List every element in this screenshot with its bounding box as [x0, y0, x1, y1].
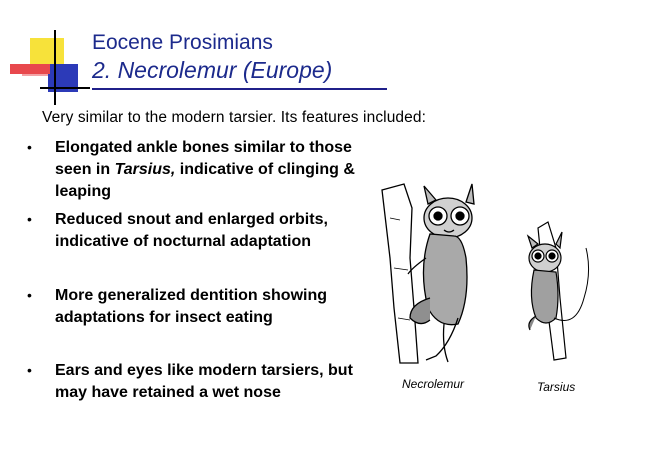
caption-tarsius: Tarsius: [537, 380, 576, 394]
necrolemur-drawing: [382, 184, 474, 363]
feature-text: Elongated ankle bones similar to those seen in Tarsius, indicative of clinging & leaping: [55, 139, 355, 200]
intro-text: Very similar to the modern tarsier. Its features included:: [42, 109, 426, 126]
tarsier-illustration: [370, 178, 620, 373]
genus-name: Tarsius,: [114, 161, 176, 178]
caption-necrolemur: Necrolemur: [402, 377, 465, 391]
bullet-marker: •: [27, 211, 32, 227]
feature-text: Ears and eyes like modern tarsiers, but may have retained a wet nose: [55, 362, 353, 401]
bullet-marker: •: [27, 287, 32, 303]
slide-subtitle: 2. Necrolemur (Europe): [92, 57, 333, 83]
bullet-marker: •: [27, 362, 32, 378]
slide-title: Eocene Prosimians: [92, 31, 273, 54]
logo-squares: [0, 0, 90, 110]
tarsius-drawing: [528, 222, 589, 360]
feature-text: Reduced snout and enlarged orbits, indicative of nocturnal adaptation: [55, 211, 328, 250]
feature-text: More generalized dentition showing adaptations for insect eating: [55, 287, 328, 326]
bullet-marker: •: [27, 139, 32, 155]
title-underline: [92, 88, 387, 90]
